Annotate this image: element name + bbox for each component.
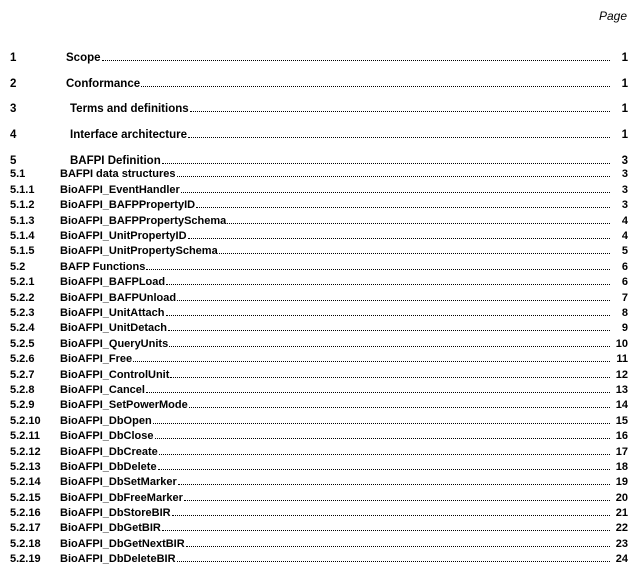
toc-entry-page: 4 — [621, 230, 628, 243]
toc-entry-page: 13 — [615, 383, 628, 396]
toc-entry-page: 14 — [615, 399, 628, 412]
toc-entry-title[interactable]: BioAFPI_UnitAttach — [60, 307, 165, 319]
toc-entry-title[interactable]: BioAFPI_DbGetNextBIR — [60, 537, 185, 550]
toc-entry-number: 5.1.3 — [10, 214, 35, 227]
dot-leader — [146, 269, 610, 270]
dot-leader — [188, 238, 610, 239]
toc-entry-title[interactable]: BioAFPI_DbStoreBIR — [60, 507, 171, 520]
toc-entry[interactable] — [10, 288, 628, 303]
toc-entry-number: 5.2.19 — [10, 553, 41, 565]
toc-entry-page: 3 — [621, 183, 628, 196]
toc-entry-number: 5.2.7 — [10, 368, 35, 381]
toc-entry-title[interactable]: BioAFPI_BAFPPropertySchema — [60, 214, 227, 227]
dot-leader — [169, 346, 610, 347]
toc-entry[interactable] — [10, 519, 628, 534]
toc-entry-number: 5.2.15 — [10, 491, 41, 504]
dot-leader — [166, 284, 610, 285]
toc-entry-title[interactable]: BioAFPI_DbClose — [60, 430, 154, 443]
toc-entry-number: 5.2.8 — [10, 383, 35, 396]
toc-entry-page: 9 — [621, 322, 628, 335]
toc-entry-title[interactable]: BAFPI data structures — [60, 168, 176, 181]
toc-entry-number: 5.2.4 — [10, 322, 35, 335]
toc-entry-page: 12 — [615, 368, 628, 381]
dot-leader — [188, 137, 610, 138]
toc-entry[interactable] — [10, 319, 628, 334]
toc-entry-title[interactable]: BioAFPI_QueryUnits — [60, 337, 169, 350]
toc-entry-title[interactable]: BioAFPI_DbCreate — [60, 445, 158, 458]
toc-entry-title[interactable]: BioAFPI_DbDeleteBIR — [60, 553, 176, 565]
dot-leader — [186, 546, 610, 547]
toc-entry-title[interactable]: Interface architecture — [70, 129, 187, 142]
toc-entry[interactable] — [10, 273, 628, 288]
toc-entry[interactable] — [10, 196, 628, 211]
toc-entry-title[interactable]: BioAFPI_DbFreeMarker — [60, 491, 183, 504]
dot-leader — [177, 300, 610, 301]
toc-entry-page: 1 — [621, 129, 628, 142]
toc-entry-page: 10 — [615, 337, 628, 350]
toc-entry-title[interactable]: BioAFPI_DbDelete — [60, 460, 157, 473]
toc-entry-number: 5.1.2 — [10, 199, 35, 212]
toc-entry-number: 5.2.17 — [10, 522, 41, 535]
toc-entry-number: 5.2 — [10, 260, 26, 273]
toc-entry-title[interactable]: BioAFPI_UnitPropertySchema — [60, 245, 218, 258]
toc-entry-page: 7 — [621, 291, 628, 304]
dot-leader — [184, 500, 610, 501]
toc-entry-page: 21 — [615, 507, 628, 520]
dot-leader — [189, 407, 610, 408]
toc-entry-page: 4 — [621, 214, 628, 227]
toc-entry-number: 5.2.6 — [10, 353, 35, 366]
toc-entry-title[interactable]: BAFP Functions — [60, 260, 146, 273]
toc-entry-number: 5.2.5 — [10, 337, 35, 350]
toc-entry-title[interactable]: BAFPI Definition — [70, 154, 161, 167]
toc-entry-title[interactable]: BioAFPI_UnitDetach — [60, 322, 167, 335]
toc-entry-title[interactable]: BioAFPI_BAFPPropertyID — [60, 199, 196, 212]
toc-entry[interactable] — [10, 242, 628, 257]
toc-entry[interactable] — [10, 381, 628, 396]
toc-entry-title[interactable]: BioAFPI_Free — [60, 353, 133, 366]
dot-leader — [133, 361, 610, 362]
dot-leader — [162, 530, 610, 531]
dot-leader — [153, 423, 610, 424]
toc-entry[interactable] — [10, 534, 628, 549]
toc-entry-title[interactable]: BioAFPI_DbOpen — [60, 414, 152, 427]
dot-leader — [146, 392, 610, 393]
dot-leader — [181, 192, 610, 193]
toc-entry-number: 5.1.4 — [10, 230, 35, 243]
toc-entry[interactable] — [10, 180, 628, 195]
toc-entry[interactable] — [10, 458, 628, 473]
dot-leader — [196, 207, 610, 208]
toc-entry-page: 6 — [621, 276, 628, 289]
dot-leader — [166, 315, 611, 316]
toc-entry-number: 5.2.9 — [10, 399, 35, 412]
toc-entry-title[interactable]: BioAFPI_BAFPLoad — [60, 276, 166, 289]
toc-entry[interactable] — [10, 365, 628, 380]
toc-entry[interactable] — [10, 350, 628, 365]
dot-leader — [162, 163, 610, 164]
toc-entry[interactable] — [10, 227, 628, 242]
toc-entry-number: 5.2.11 — [10, 430, 40, 443]
toc-entry-page: 3 — [621, 168, 628, 181]
toc-entry[interactable] — [10, 396, 628, 411]
dot-leader — [168, 330, 610, 331]
dot-leader — [155, 438, 610, 439]
toc-entry-page: 17 — [615, 445, 628, 458]
toc-entry-number: 5.2.16 — [10, 507, 41, 520]
toc-entry-page: 1 — [621, 51, 628, 64]
dot-leader — [178, 484, 610, 485]
toc-entry-title[interactable]: BioAFPI_DbGetBIR — [60, 522, 161, 535]
toc-entry-page: 16 — [615, 430, 628, 443]
toc-entry-title[interactable]: BioAFPI_Cancel — [60, 383, 145, 396]
toc-entry-number: 3 — [10, 103, 17, 116]
toc-entry-title[interactable]: BioAFPI_SetPowerMode — [60, 399, 188, 412]
toc-entry-title[interactable]: BioAFPI_EventHandler — [60, 183, 180, 196]
toc-entry-number: 5.2.2 — [10, 291, 35, 304]
dot-leader — [190, 111, 610, 112]
toc-entry[interactable] — [10, 473, 628, 488]
toc-entry-page: 11 — [616, 353, 628, 366]
toc-entry[interactable] — [10, 504, 628, 519]
toc-entry-number: 5.2.12 — [10, 445, 41, 458]
toc-entry-number: 5.2.10 — [10, 414, 41, 427]
toc-entry-number: 5.1.5 — [10, 245, 35, 258]
toc-entry-title[interactable]: Terms and definitions — [70, 103, 189, 116]
toc-entry-title[interactable]: Scope — [66, 51, 101, 64]
toc-entry-number: 5 — [10, 154, 17, 167]
toc-entry[interactable] — [10, 427, 628, 442]
toc-entry[interactable] — [10, 115, 628, 141]
toc-entry[interactable] — [10, 141, 628, 167]
dot-leader — [177, 176, 610, 177]
dot-leader — [219, 253, 610, 254]
toc-entry-number: 1 — [10, 51, 17, 64]
toc-entry-page: 3 — [621, 154, 628, 167]
toc-entry[interactable] — [10, 257, 628, 272]
toc-entry-number: 4 — [10, 129, 17, 142]
table-of-contents — [10, 38, 628, 565]
dot-leader — [159, 454, 610, 455]
toc-entry-page: 19 — [615, 476, 628, 489]
toc-entry-page: 23 — [615, 537, 628, 550]
toc-entry-page: 1 — [621, 103, 628, 116]
toc-entry-page: 3 — [621, 199, 628, 212]
dot-leader — [170, 377, 610, 378]
toc-entry-number: 5.2.13 — [10, 460, 41, 473]
toc-entry[interactable] — [10, 167, 628, 181]
toc-entry[interactable] — [10, 38, 628, 64]
toc-entry-page: 20 — [615, 491, 628, 504]
toc-entry[interactable] — [10, 442, 628, 457]
page-column-label: Page — [598, 9, 627, 23]
toc-entry-number: 5.2.1 — [10, 276, 35, 289]
toc-entry[interactable] — [10, 550, 628, 565]
toc-entry[interactable] — [10, 488, 628, 503]
dot-leader — [158, 469, 610, 470]
toc-entry-number: 5.2.14 — [10, 476, 41, 489]
toc-entry-number: 5.1 — [10, 168, 26, 181]
toc-entry-title[interactable]: Conformance — [66, 77, 141, 90]
toc-entry[interactable] — [10, 411, 628, 426]
toc-entry-title[interactable]: BioAFPI_UnitPropertyID — [60, 230, 187, 243]
toc-entry-number: 2 — [10, 77, 17, 90]
toc-entry-page: 15 — [615, 414, 628, 427]
toc-entry-page: 5 — [621, 245, 628, 258]
dot-leader — [102, 60, 610, 61]
dot-leader — [172, 515, 610, 516]
toc-entry-number: 5.1.1 — [10, 183, 35, 196]
toc-entry-page: 1 — [621, 77, 628, 90]
toc-entry-title[interactable]: BioAFPI_DbSetMarker — [60, 476, 177, 489]
toc-entry-page: 24 — [615, 553, 628, 565]
toc-entry-number: 5.2.18 — [10, 537, 41, 550]
toc-entry-page: 18 — [615, 460, 628, 473]
toc-entry-page: 6 — [621, 260, 628, 273]
toc-entry-number: 5.2.3 — [10, 307, 35, 319]
toc-entry-title[interactable]: BioAFPI_ControlUnit — [60, 368, 170, 381]
toc-entry[interactable] — [10, 64, 628, 90]
dot-leader — [227, 223, 610, 224]
toc-entry-page: 8 — [621, 307, 628, 319]
toc-entry[interactable] — [10, 334, 628, 349]
dot-leader — [141, 86, 610, 87]
toc-entry-title[interactable]: BioAFPI_BAFPUnload — [60, 291, 177, 304]
dot-leader — [177, 561, 610, 562]
toc-entry[interactable] — [10, 211, 628, 226]
toc-entry-page: 22 — [615, 522, 628, 535]
toc-entry[interactable] — [10, 304, 628, 319]
toc-entry[interactable] — [10, 90, 628, 116]
